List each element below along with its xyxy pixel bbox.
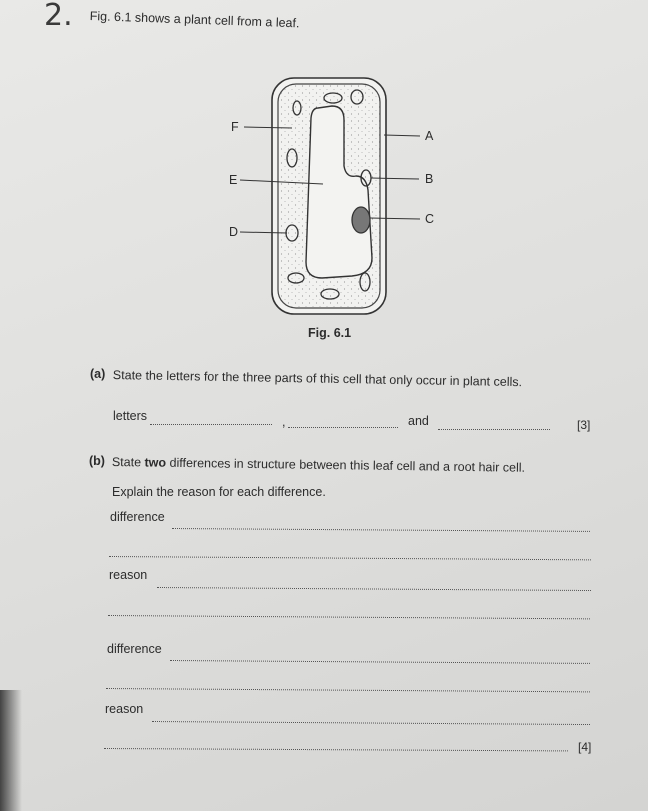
reason-1-label: reason xyxy=(109,568,148,582)
question-intro: Fig. 6.1 shows a plant cell from a leaf. xyxy=(89,9,300,31)
figure-caption: Fig. 6.1 xyxy=(308,326,352,340)
nucleus xyxy=(352,207,370,233)
label-f: F xyxy=(231,120,239,134)
difference-2-label: difference xyxy=(107,642,162,656)
reason-2-label: reason xyxy=(105,702,144,716)
part-a-marks: [3] xyxy=(577,418,591,432)
part-b-prompt-start: State xyxy=(111,455,145,470)
label-line-a xyxy=(384,135,420,136)
label-e: E xyxy=(229,173,238,187)
answer-line-letter-2[interactable] xyxy=(288,427,398,428)
and-word: and xyxy=(408,414,429,428)
difference-1-label: difference xyxy=(110,510,165,524)
question-number: 2. xyxy=(44,0,73,33)
label-a: A xyxy=(425,129,434,143)
letters-label: letters xyxy=(113,409,148,423)
label-b: B xyxy=(425,172,434,186)
answer-line-letter-3[interactable] xyxy=(438,429,550,430)
label-c: C xyxy=(425,212,435,226)
part-a-letter: (a) xyxy=(90,367,106,381)
comma-separator: , xyxy=(282,415,286,429)
part-a-prompt: State the letters for the three parts of this cell that only occur in plant cells. xyxy=(112,368,523,390)
part-b-explain: Explain the reason for each difference. xyxy=(112,485,326,499)
part-b-marks: [4] xyxy=(578,740,592,754)
page-shadow xyxy=(0,690,22,811)
answer-line-letter-1[interactable] xyxy=(150,424,272,425)
part-b-letter: (b) xyxy=(89,454,105,468)
part-b-prompt-end: differences in structure between this leaf cell and a root hair cell. xyxy=(166,455,526,475)
part-b-prompt-bold: two xyxy=(144,455,167,470)
label-d: D xyxy=(229,225,239,239)
